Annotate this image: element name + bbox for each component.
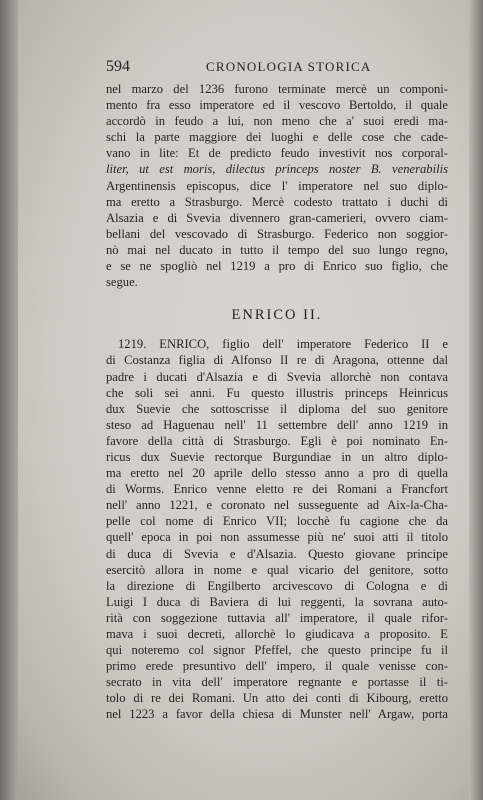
section-heading: ENRICO II. [231,307,323,324]
text-line: steso ad Haguenau nell' 11 settembre dell' anno 1219 in [106,417,448,432]
text-line: ma eretto a Strasburgo. Mercè codesto trattato i duchi di [106,194,448,209]
text-line: bellani del vescovado di Strasburgo. Federico non soggior- [106,226,448,241]
text-line: la direzione di Engilberto arcivescovo di Cologna e di [106,578,448,593]
text-line: ma eretto nel 20 aprile dello stesso anno a pro di quella [106,466,448,481]
page-text [106,59,448,723]
text-line: e se ne spogliò nel 1219 a pro di Enrico suo figlio, che [106,259,448,274]
text-line: pelle col nome di Enrico VII; locchè fu cagione che da [106,514,448,529]
text-line: che soli sei anni. Fu questo illustris princeps Heinricus [106,385,448,400]
text-line: Luigi I duca di Baviera di lui reggenti, la sovrana auto- [106,594,448,609]
text-line: vano in lite: Et de predicto feudo investivit nos corporal- [106,146,448,161]
page-header [106,59,448,81]
text-line: nell' anno 1221, e coronato nel susseguente ad Aix-la-Cha- [106,498,448,513]
text-line: di Costanza figlia di Alfonso II re di Aragona, ottenne dal [106,353,448,368]
text-line: rità con soggezione tuttavia all' imperatore, il quale rifor- [106,610,448,625]
text-line: segue. [106,275,138,290]
text-line: secrato in vita dell' imperatore regnante e portasse il ti- [106,675,448,690]
text-line: di Worms. Enrico venne eletto re dei Romani a Francfort [106,482,448,497]
text-line: qui noteremo col signor Pfeffel, che questo principe fu il [106,643,448,658]
text-line: ricus dux Suevie rectorque Burgundiae in un altro diplo- [106,449,448,464]
text-line: primo erede presuntivo dell' impero, il quale venisse con- [106,659,448,674]
text-line: quell' epoca in poi non assumesse più ne' suoi atti il titolo [106,530,448,545]
text-line: esercitò allora in nome e qual vicario del genitore, sotto [106,562,448,577]
page-number: 594 [106,58,130,75]
text-line: nel marzo del 1236 furono terminate mercè un componi- [106,82,448,96]
text-line: Argentinensis episcopus, dice l' imperatore nel suo diplo- [106,178,448,193]
text-line: padre i ducati d'Alsazia e di Svevia allorchè non contava [106,369,448,384]
text-line: tolo di re dei Romani. Un atto dei conti di Kibourg, eretto [106,691,448,706]
text-line: liter, ut est moris, dilectus princeps noster B. venerabilis [106,162,448,177]
text-line: accordò in feudo a lui, non meno che a' suoi eredi ma- [106,114,448,129]
text-line: 1219. ENRICO, figlio dell' imperatore Federico II e [118,337,448,352]
text-line: di duca di Svevia e d'Alsazia. Questo giovane principe [106,546,448,561]
paragraph-2 [106,336,448,722]
text-line: mava i suoi decreti, allorchè lo giudicava a proposito. E [106,627,448,641]
running-head: CRONOLOGIA STORICA [206,59,372,74]
text-line: favore della città di Strasburgo. Egli è poi nominato En- [106,433,448,448]
text-line: Alsazia e di Svevia divennero gran-camerieri, ovvero ciam- [106,210,448,225]
text-line: dux Suevie che sottoscrisse il diploma del suo genitore [106,401,448,416]
text-line: nò mai nel ducato in tutto il tempo del suo lungo regno, [106,242,448,257]
text-line: schi la parte maggiore dei luoghi e delle cose che cade- [106,130,448,145]
paragraph-1 [106,81,448,290]
text-line: nel 1223 a favor della chiesa di Munster nell' Argaw, porta [106,707,448,722]
text-line: mento fra esso imperatore ed il vescovo Bertoldo, il quale [106,98,448,113]
